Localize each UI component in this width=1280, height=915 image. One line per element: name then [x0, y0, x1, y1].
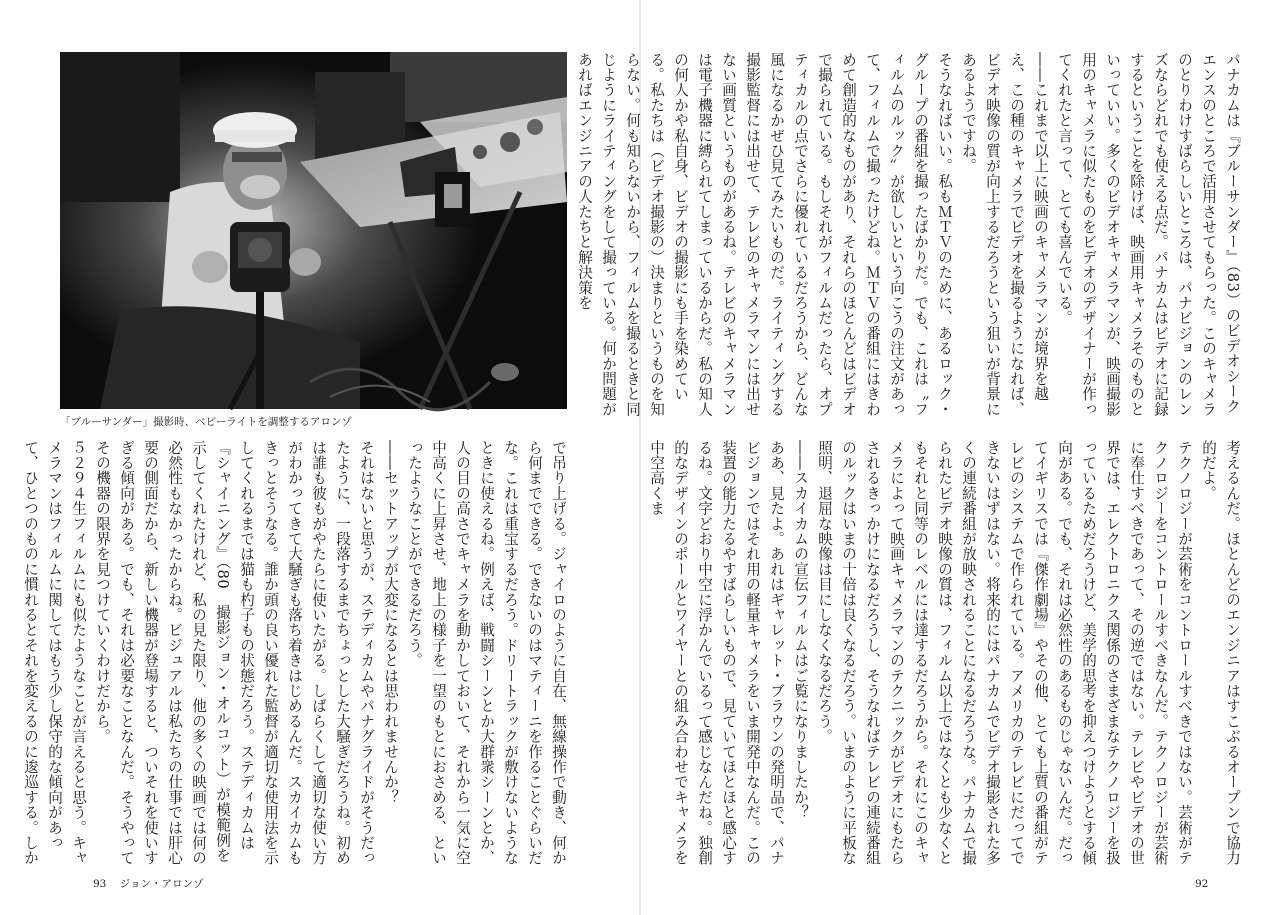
- paragraph: 考えるんだ。ほとんどのエンジニアはすこぶるオープンで協力的だよ。: [1200, 440, 1241, 866]
- right-page-top-text: [576, 52, 1244, 422]
- paragraph: ５２９４生フィルムにも似たようなことが言えると思う。キャメラマンはフィルムに関してはもう少し保守的な傾向があって、ひとつのものに慣れるとそれを変えるのに逡巡する。しか: [22, 440, 87, 866]
- paragraph: ああ、見たよ。あれはギャレット・ブラウンの発明品で、パナビジョンではそれ用の軽量キャメラをいま開発中なんだ。この装置の能力たるやすばらしいもので、見ていてほとほと感心するね。文字どおり中空に浮かんでいるって感じなんだね。独創的なデザインのポールとワイヤーとの組み合わせでキャメラを中空高くま: [648, 440, 785, 866]
- right-page: [576, 0, 1280, 915]
- paragraph: それはないと思うが、ステディカムやパナグライドがそうだったように、一段落するまでちょっとした大騒ぎだろうね。初めは誰も彼もがやたらに使いたがる。しばらくして適切な使い方がわかってきて大騒ぎも落ち着きはじめるんだ。スカイカムもきっとそうなる。誰か頭の良い優れた監督が適切な使用法を示してくれるまでは猫も杓子もの状態だろう。ステディカムは『シャイニング』（80 撮影ジョン・オルコット）が模範例を示してくれたけれど、私の見た限り、他の多くの映画では何の必然性もなかったからね。ビジュアルは私たちの仕事では肝心要の側面だから、新しい機器が登場すると、ついそれを使いすぎる傾向がある。でも、それは必要なことなんだ。そうやってその機器の限界を見つけていくわけだから。: [94, 440, 375, 866]
- interview-question: ――スカイカムの宣伝フィルムはご覧になりましたか？: [792, 440, 809, 820]
- photo-caption: 「ブルーサンダー」撮影時、ベビーライトを調整するアロンゾ: [60, 416, 352, 428]
- paragraph: テクノロジーが芸術をコントロールすべきではない。芸術がテクノロジーをコントロールすべきなんだ。テクノロジーが芸術に奉仕すべきであって、その逆ではない。テレビやビデオの世界では、エレクトロニクス関係のさまざまなテクノロジーを扱っているためだろうけど、美学的思考を抑えつけようとする傾向がある。でも、それは必然性のあるものじゃないんだ。だってイギリスでは『傑作劇場』やその他、とても上質の番組がテレビのシステムで作られている。アメリカのテレビにだってできないはずはない。将来的にはパナカムでビデオ撮影された多くの連続番組が放映されることになるだろうな。パナカムで撮られたビデオ映像の質は、フィルム以上ではなくとも少なくともそれと同等のレベルには達するだろうから。それにこのキャメラによって映画キャメラマンのテクニックがビデオにもたらされるきっかけになるだろうし、そうなればテレビの連続番組のルックはいまの十倍は良くなるだろう。いまのように平板な照明、退屈な映像は目にしなくなるだろう。: [816, 440, 1193, 866]
- paragraph: そうなればいい。私もＭＴＶのために、あるロック・グループの番組を撮ったばかりだ。でも、これは〝フィルムのルック〟が欲しいという向こうの注文があって、フィルムで撮ったけどね。ＭＴＶの番組にはきわめて創造的なものがあり、それらのほとんどはビデオで撮られている。もしそれがフィルムだったら、オプティカルの点でさらに優れているだろうから、どんな風になるかぜひ見てみたいものだ。ライティングする撮影監督には出せて、テレビのキャメラマンには出せない画質というものがあるね。テレビのキャメラマンは電子機器に縛られてしまっているからだ。私の知人の何人かや私自身、ビデオの撮影にも手を染めている。私たちは（ビデオ撮影の）決まりというものを知らない。何も知らないから、フィルムを撮るときと同じようにライティングをして撮っている。何か問題があればエンジニアの人たちと解決策を: [576, 52, 953, 417]
- left-page-body-text: [22, 440, 570, 870]
- paragraph: パナカムは『ブルーサンダー』（83）のビデオシークエンスのところで活用させてもらった。このキャメラのとりわけすばらしいところは、パナビジョンのレンズならどれでも使える点だ。パナカムはビデオに記録するということを除けば、映画用キャメラそのものといっていい。多くのビデオキャメラマンが、映画撮影用のキャメラに似たものをビデオのデザイナーが作ってくれたと言って、とても喜んでいる。: [1056, 52, 1241, 417]
- page-footer-left: [93, 877, 204, 891]
- photo-cinematographer: [60, 52, 567, 409]
- photo-image: [60, 52, 567, 409]
- interview-question: ――これまで以上に映画のキャメラマンが境界を越え、この種のキャメラでビデオを撮るようになれば、ビデオ映像の質が向上するだろうという狙いが背景にあるようですね。: [960, 52, 1049, 417]
- right-page-bottom-text: [648, 440, 1244, 870]
- running-head: ジョン・アロンゾ: [119, 878, 204, 890]
- paragraph: で吊り上げる。ジャイロのように自在、無線操作で動き、何から何までできる。できないのはマティーニを作ることぐらいだな。これは重宝するだろう。ドリートラックが敷けないようなときに使えるね。例えば、戦闘シーンとか大群衆シーンとか、人の目の高さでキャメラを動かしておいて、それから一気に空中高くに上昇させ、地上の様子を一望のもとにおさめる、といったようなことができるだろう。: [406, 440, 567, 866]
- page-footer-right: [1195, 877, 1208, 891]
- page-number: 92: [1195, 878, 1209, 890]
- page-number: 93: [93, 878, 107, 890]
- interview-question: ――セットアップが大変になるとは思われませんか？: [382, 440, 399, 805]
